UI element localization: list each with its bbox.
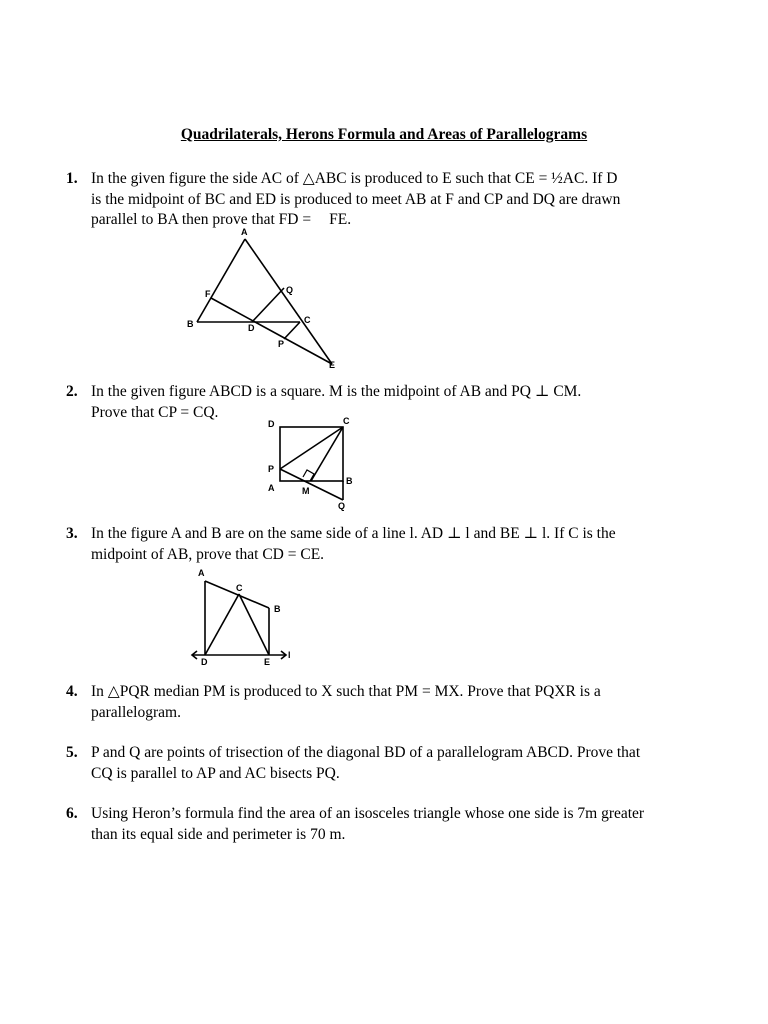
question-4: [66, 682, 686, 723]
question-text-line: than its equal side and perimeter is 70 m.: [91, 825, 346, 843]
label-l: l: [288, 650, 291, 660]
question-number: 6.: [66, 805, 78, 822]
question-text-line: parallel to BA then prove that FD = FE.: [91, 211, 352, 228]
figure-2: [262, 412, 372, 512]
question-text-line: In the given figure ABCD is a square. M is the midpoint of AB and PQ ⊥ CM.: [91, 383, 582, 400]
question-number: 3.: [66, 525, 78, 542]
label-q: Q: [338, 501, 346, 511]
question-text-line: CQ is parallel to AP and AC bisects PQ.: [91, 764, 340, 782]
label-e: E: [329, 360, 336, 370]
label-q: Q: [286, 285, 294, 295]
question-text-line: P and Q are points of trisection of the diagonal BD of a parallelogram ABCD. Prove that: [91, 744, 641, 761]
question-text-line: Prove that CP = CQ.: [91, 403, 219, 421]
question-6: [66, 804, 686, 845]
question-1: [66, 169, 686, 231]
label-b: B: [187, 319, 194, 329]
question-text-line: is the midpoint of BC and ED is produced to meet AB at F and CP and DQ are drawn: [91, 190, 621, 208]
triangle-figure: [180, 226, 350, 371]
question-text-line: In △PQR median PM is produced to X such that PM = MX. Prove that PQXR is a: [91, 683, 601, 700]
label-e: E: [264, 657, 271, 667]
label-p: P: [268, 464, 275, 474]
label-a: A: [198, 568, 205, 578]
question-text-line: In the figure A and B are on the same side of a line l. AD ⊥ l and BE ⊥ l. If C is the: [91, 525, 616, 542]
square-figure: [262, 412, 372, 512]
question-text-line: Using Heron’s formula find the area of an isosceles triangle whose one side is 7m greater: [91, 805, 645, 822]
question-text-line: midpoint of AB, prove that CD = CE.: [91, 545, 325, 563]
label-p: P: [278, 339, 285, 349]
label-d: D: [248, 323, 255, 333]
label-c: C: [343, 416, 350, 426]
question-text-line: parallelogram.: [91, 703, 181, 721]
question-number: 1.: [66, 170, 78, 187]
question-3: [66, 524, 686, 565]
figure-3: [186, 566, 301, 670]
page-title: Quadrilaterals, Herons Formula and Areas of Parallelograms: [180, 126, 588, 143]
label-d: D: [201, 657, 208, 667]
label-a: A: [241, 227, 248, 237]
label-f: F: [205, 289, 211, 299]
question-text-line: In the given figure the side AC of △ABC is produced to E such that CE = ½AC. If D: [91, 170, 618, 187]
question-5: [66, 743, 686, 784]
label-a: A: [268, 483, 275, 493]
label-d: D: [268, 419, 275, 429]
question-number: 4.: [66, 683, 78, 700]
label-c: C: [304, 315, 311, 325]
question-number: 5.: [66, 744, 78, 761]
label-c: C: [236, 583, 243, 593]
label-b: B: [346, 476, 353, 486]
figure-1: [180, 226, 350, 371]
question-number: 2.: [66, 383, 78, 400]
label-b: B: [274, 604, 281, 614]
label-m: M: [302, 486, 310, 496]
line-figure: [186, 566, 301, 670]
question-2: [66, 382, 686, 423]
